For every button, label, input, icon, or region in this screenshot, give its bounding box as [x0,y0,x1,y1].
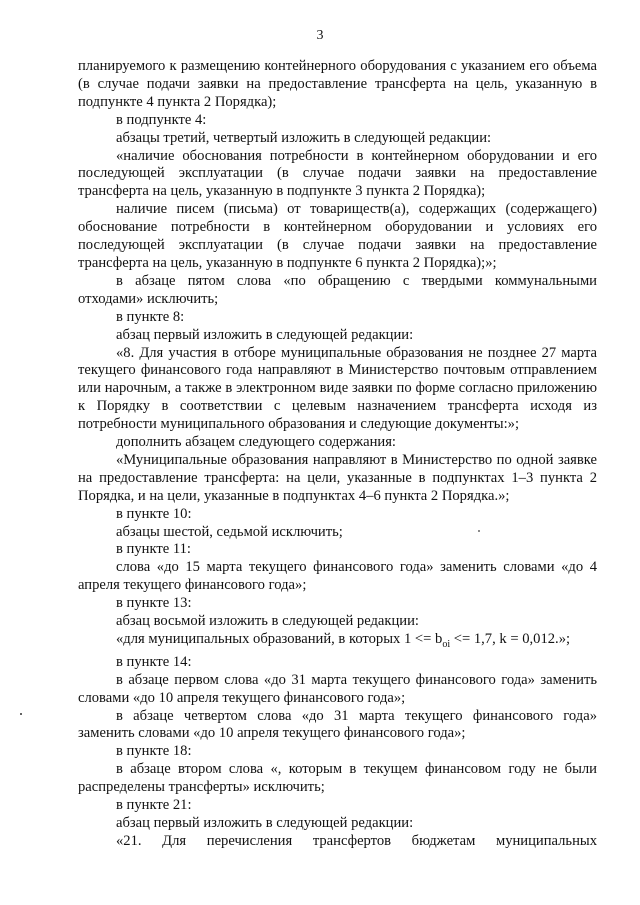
paragraph [78,58,597,112]
paragraph [78,631,597,654]
paragraph [78,309,597,327]
paragraph-text: в абзаце четвертом слова «до 31 марта текущего финансового года» заменить словами «до 10 апреля текущего финансового года»; [78,707,597,742]
paragraph-text: в пункте 13: [116,595,192,612]
paragraph-text: в пункте 11: [116,541,191,558]
paragraph [78,452,597,506]
paragraph [78,797,597,815]
paragraph-text-tail: <= 1,7, k = 0,012.»; [450,631,571,647]
paragraph-text: «для муниципальных образований, в которых 1 <= b [116,631,443,647]
paragraph [78,761,597,797]
paragraph [78,112,597,130]
paragraph [78,833,597,851]
paragraph-text: в пункте 18: [116,743,192,760]
paragraph [78,327,597,345]
paragraph-text: слова «до 15 марта текущего финансового года» заменить словами «до 4 апреля текущего финансового года»; [78,559,597,594]
paragraph-text: «21. Для перечисления трансфертов бюджетам муниципальных [116,832,597,849]
paragraph-text: абзац первый изложить в следующей редакции: [116,814,414,831]
margin-mark [20,713,22,715]
paragraph [78,506,597,524]
subscript: oi [442,638,451,650]
paragraph [78,434,597,452]
paragraph-text: в пункте 21: [116,797,192,814]
paragraph [78,524,597,542]
paragraph-text: «наличие обоснования потребности в контейнерном оборудовании и его последующей эксплуатации (в случае подачи заявки на предоставление трансферта на цель, указанную в подпункте 3 пункта 2 Порядка); [78,147,597,200]
paragraph-text: планируемого к размещению контейнерного оборудования с указанием его объема (в случае подачи заявки на предоставление трансферта на цель, указанную в подпункте 4 пункта 2 Порядка); [78,58,597,110]
paragraph-text: «8. Для участия в отборе муниципальные образования не позднее 27 марта текущего финансового года направляют в Министерство почтовым отправлением или нарочным, а также в электронном виде заявки по форме согласно приложению к Порядку в соответствии с целевым назначением трансферта исходя из потребности муниципального образования и следующие документы:»; [78,344,597,433]
paragraph-text: в абзаце втором слова «, которым в текущем финансовом году не были распределены трансферты» исключить; [78,761,597,796]
paragraph-text: абзац восьмой изложить в следующей редакции: [116,613,419,630]
paragraph [78,201,597,273]
paragraph [78,743,597,761]
paragraph-text: «Муниципальные образования направляют в Министерство по одной заявке на предоставление трансферта: на цели, указанные в подпунктах 1–3 пункта 2 Порядка, и на цели, указанные в подпунктах 4–6 пункта 2 Порядка.»; [78,451,597,504]
paragraph-text: в пункте 8: [116,308,185,325]
paragraph-text: в абзаце первом слова «до 31 марта текущего финансового года» заменить словами «до 10 апреля текущего финансового года»; [78,671,597,706]
paragraph-text: наличие писем (письма) от товариществ(а), содержащих (содержащего) обоснование потребности в контейнерном оборудовании и условиях его последующей эксплуатации (в случае подачи заявки на предоставление трансферта на цель, указанную в подпункте 6 пункта 2 Порядка);»; [78,201,597,271]
paragraph [78,613,597,631]
paragraph [78,559,597,595]
paragraph [78,595,597,613]
paragraph [78,672,597,708]
paragraph-text: абзацы шестой, седьмой исключить; [116,523,343,540]
paragraph [78,708,597,744]
paragraph-text: в подпункте 4: [116,111,207,128]
paragraph [78,148,597,202]
document-body [78,58,597,851]
page-number: 3 [316,28,324,43]
paragraph-text: абзацы третий, четвертый изложить в следующей редакции: [116,129,492,146]
paragraph [78,815,597,833]
paragraph [78,345,597,435]
paragraph [78,130,597,148]
paragraph-text: дополнить абзацем следующего содержания: [116,434,396,451]
paragraph [78,273,597,309]
paragraph-text: абзац первый изложить в следующей редакции: [116,326,414,343]
paragraph-text: в пункте 10: [116,505,192,522]
paragraph-text: в пункте 14: [116,653,192,670]
paragraph-text: в абзаце пятом слова «по обращению с твердыми коммунальными отходами» исключить; [78,272,597,307]
paragraph [78,654,597,672]
paragraph [78,541,597,559]
